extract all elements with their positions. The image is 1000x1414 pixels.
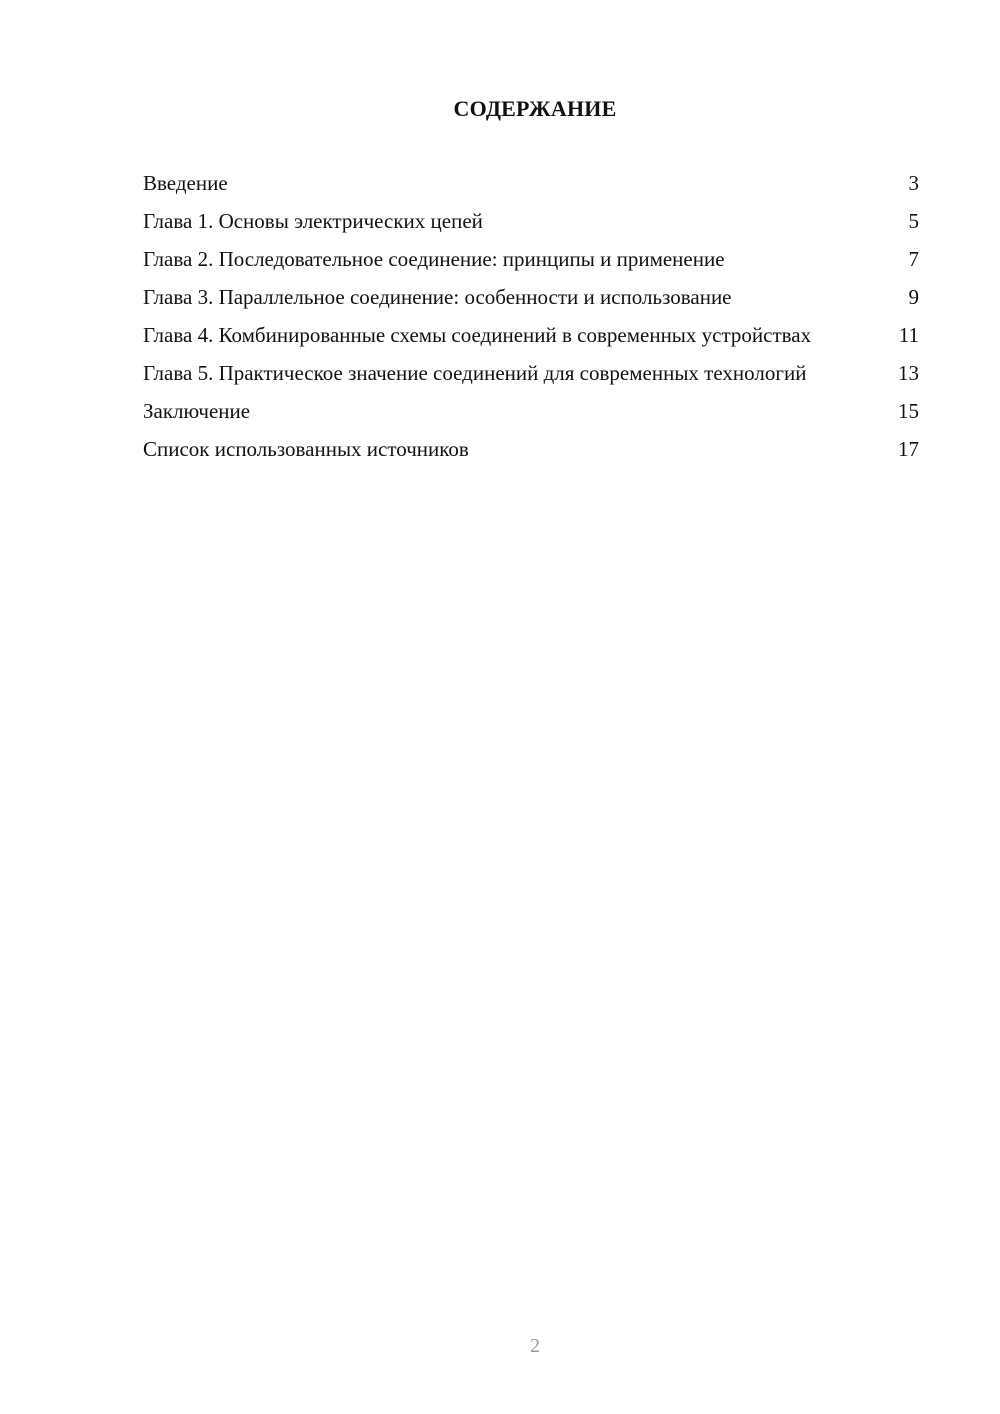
toc-entry-page: 7: [908, 247, 919, 271]
toc-entry-references[interactable]: [143, 436, 919, 463]
toc-entry-page: 15: [898, 399, 919, 423]
toc-entry-page: 17: [898, 437, 919, 461]
toc-entry-page: 5: [908, 209, 919, 233]
toc-entry-chapter-1[interactable]: [143, 208, 919, 235]
toc-entry-title: Глава 3. Параллельное соединение: особенности и использование: [143, 285, 732, 309]
toc-entry-title: Глава 1. Основы электрических цепей: [143, 209, 483, 233]
toc-entry-chapter-2[interactable]: [143, 246, 919, 273]
toc-entry-title: Глава 4. Комбинированные схемы соединений в современных устройствах: [143, 323, 812, 347]
page-number: 2: [530, 1335, 540, 1357]
toc-entry-title: Заключение: [143, 399, 251, 423]
toc-entry-page: 11: [898, 323, 919, 347]
page-title: СОДЕРЖАНИЕ: [453, 96, 617, 121]
toc-entry-introduction[interactable]: [143, 170, 919, 197]
toc-entry-page: 3: [908, 171, 919, 195]
toc-entry-page: 9: [908, 285, 919, 309]
toc-entry-title: Глава 5. Практическое значение соединений для современных технологий: [143, 361, 807, 385]
toc-entry-chapter-3[interactable]: [143, 284, 919, 311]
toc-entry-title: Список использованных источников: [143, 437, 469, 461]
toc-entry-title: Глава 2. Последовательное соединение: принципы и применение: [143, 247, 725, 271]
toc-entry-chapter-4[interactable]: [143, 322, 919, 349]
toc-entry-conclusion[interactable]: [143, 398, 919, 425]
toc-entry-chapter-5[interactable]: [143, 360, 919, 387]
toc-entry-page: 13: [898, 361, 919, 385]
table-of-contents: [143, 170, 919, 474]
toc-entry-title: Введение: [143, 171, 228, 195]
